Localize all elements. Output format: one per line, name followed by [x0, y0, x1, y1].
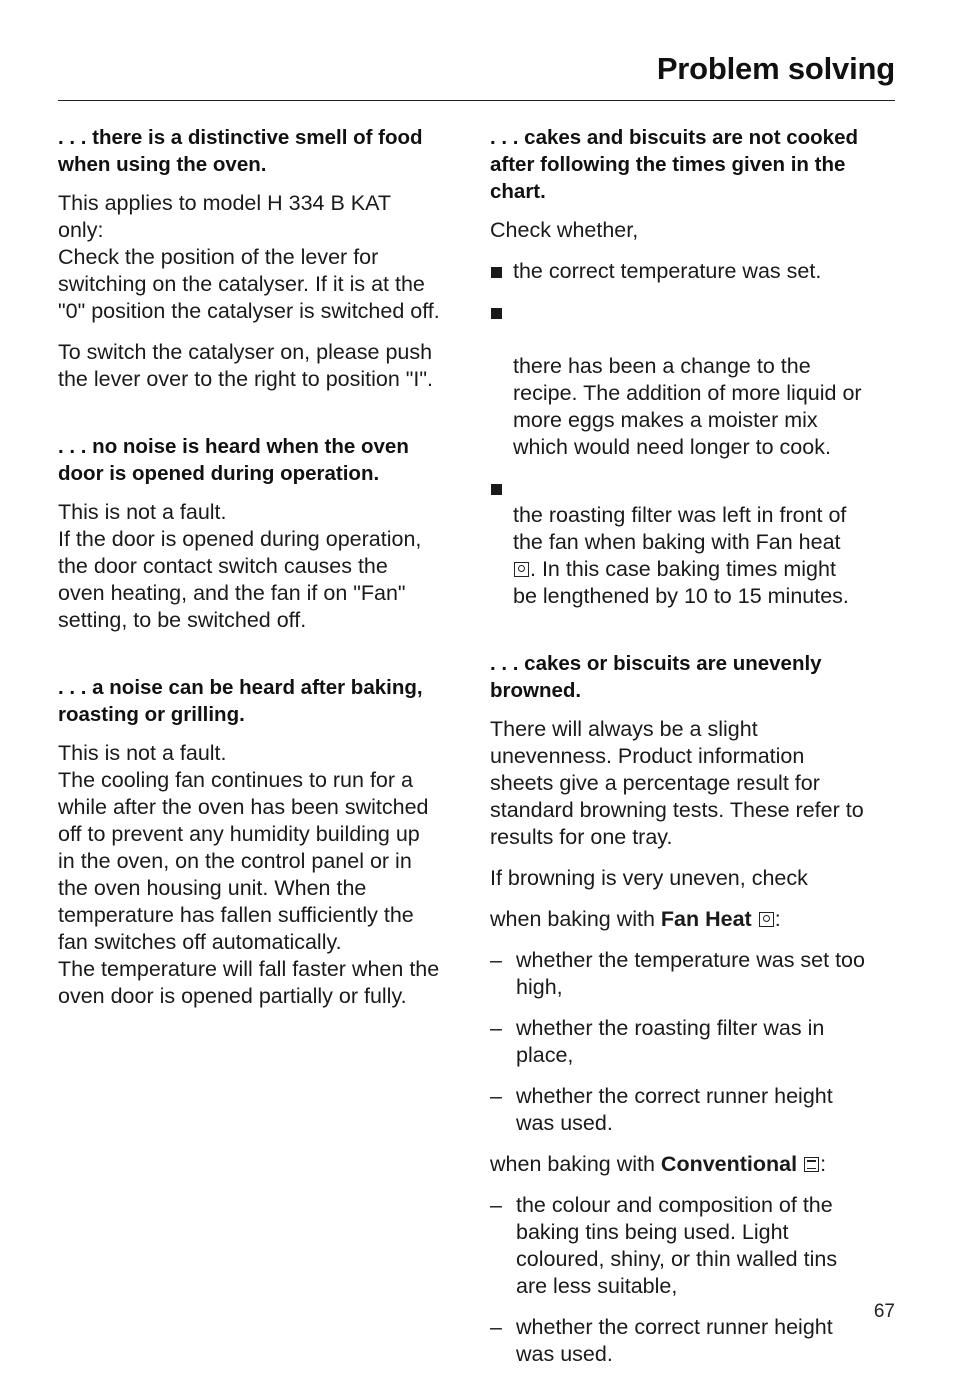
page-number: 67 — [873, 1301, 895, 1322]
fan-heat-icon — [514, 562, 529, 577]
square-bullet-icon — [491, 267, 502, 278]
conventional-icon — [804, 1157, 819, 1172]
conventional-line: when baking with Conventional : — [490, 1152, 827, 1176]
paragraph: This is not a fault. The cooling fan continues to run for a while after the oven has been switched off to prevent any humidity building up in the oven, on the control panel or in the oven housing unit. When the temperature has fallen sufficiently the fan switches off automatically. The temperature will fall faster when the oven door is opened partially or fully. — [58, 741, 440, 1008]
left-column — [58, 124, 468, 1024]
list-item: – whether the temperature was set too high, — [490, 948, 865, 999]
section-heading: . . . no noise is heard when the oven door is opened during operation. — [58, 435, 409, 485]
section-noise-after — [58, 674, 468, 1010]
paragraph: There will always be a slight unevenness. Product information sheets give a percentage result for standard browning tests. These refer to results for one tray. — [490, 717, 864, 849]
list-item: – whether the correct runner height was used. — [490, 1315, 833, 1366]
section-heading: . . . cakes and biscuits are not cooked after following the times given in the chart. — [490, 126, 858, 203]
header-rule — [58, 100, 895, 101]
list-item: – whether the correct runner height was used. — [490, 1084, 833, 1135]
paragraph: Check whether, — [490, 218, 639, 242]
section-no-noise — [58, 433, 468, 634]
fan-heat-line: when baking with Fan Heat : — [490, 907, 781, 931]
section-heading: . . . cakes or biscuits are unevenly browned. — [490, 652, 822, 702]
list-item: there has been a change to the recipe. The addition of more liquid or more eggs makes a moister mix which would need longer to cook. — [490, 299, 900, 461]
paragraph: To switch the catalyser on, please push the lever over to the right to position "I". — [58, 340, 433, 391]
section-unevenly-browned — [490, 650, 900, 1368]
section-not-cooked — [490, 124, 900, 610]
section-smell — [58, 124, 468, 393]
section-heading: . . . a noise can be heard after baking, roasting or grilling. — [58, 676, 423, 726]
fan-heat-icon — [759, 912, 774, 927]
paragraph: This is not a fault. If the door is opened during operation, the door contact switch causes the oven heating, and the fan if on "Fan" setting, to be switched off. — [58, 500, 422, 632]
square-bullet-icon — [491, 484, 502, 495]
list-item: the roasting filter was left in front of the fan when baking with Fan heat . In this case baking times might be lengthened by 10 to 15 minutes. — [490, 475, 900, 610]
list-item: – whether the roasting filter was in place, — [490, 1016, 825, 1067]
square-bullet-icon — [491, 308, 502, 319]
list-item: the correct temperature was set. — [490, 258, 900, 285]
section-heading: . . . there is a distinctive smell of food when using the oven. — [58, 126, 423, 176]
page-title: Problem solving — [656, 51, 895, 86]
list-item: – the colour and composition of the baking tins being used. Light coloured, shiny, or thin walled tins are less suitable, — [490, 1193, 838, 1298]
paragraph: If browning is very uneven, check — [490, 866, 808, 890]
paragraph: This applies to model H 334 B KAT only: Check the position of the lever for switching on the catalyser. If it is at the "0" position the catalyser is switched off. — [58, 191, 440, 323]
right-column — [490, 124, 900, 1382]
